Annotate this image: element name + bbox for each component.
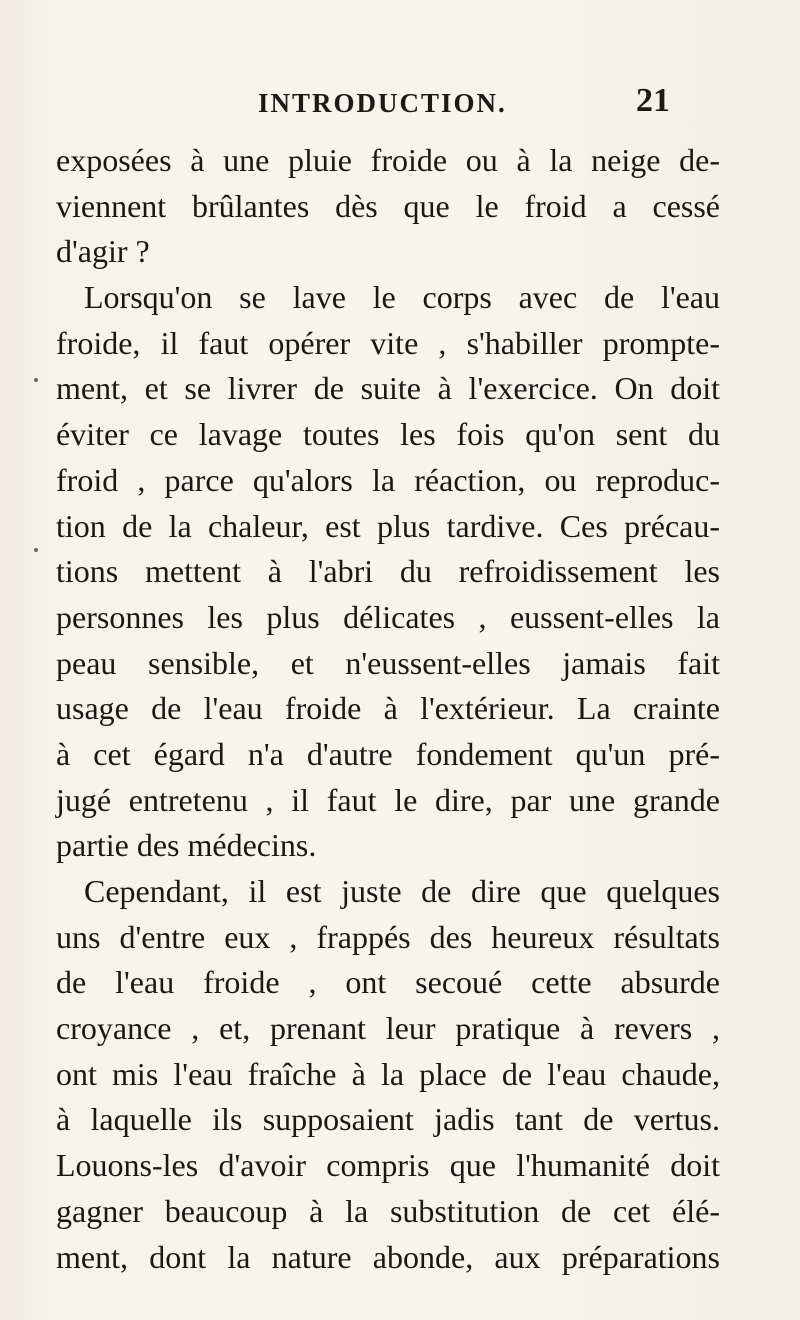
text-line: de l'eau froide , ont secoué cette absurde: [56, 964, 720, 1001]
text-line: froid , parce qu'alors la réaction, ou reproduc-: [56, 461, 720, 498]
text-line: partie des médecins.: [56, 827, 317, 864]
text-line: d'agir ?: [56, 233, 150, 270]
text-line: uns d'entre eux , frappés des heureux résultats: [56, 918, 720, 955]
text-line: peau sensible, et n'eussent-elles jamais fait: [56, 644, 720, 681]
margin-speck: [34, 378, 38, 382]
text-line: Cependant, il est juste de dire que quelques: [84, 873, 720, 909]
text-line: ont mis l'eau fraîche à la place de l'eau chaude,: [56, 1055, 720, 1092]
text-line: Lorsqu'on se lave le corps avec de l'eau: [84, 279, 720, 316]
text-line: jugé entretenu , il faut le dire, par une grande: [56, 781, 720, 818]
page-number: 21: [636, 82, 670, 119]
margin-speck: [34, 548, 38, 552]
text-line: gagner beaucoup à la substitution de cet élé-: [56, 1192, 720, 1229]
text-line: tion de la chaleur, est plus tardive. Ces précau-: [56, 507, 720, 544]
text-line: froide, il faut opérer vite , s'habiller prompte-: [56, 324, 720, 361]
text-line: croyance , et, prenant leur pratique à revers ,: [56, 1010, 720, 1047]
text-line: à laquelle ils supposaient jadis tant de vertus.: [56, 1101, 720, 1138]
text-line: tions mettent à l'abri du refroidissement les: [56, 553, 720, 590]
text-line: personnes les plus délicates , eussent-elles la: [56, 598, 720, 635]
text-line: à cet égard n'a d'autre fondement qu'un pré-: [56, 735, 720, 772]
body-text: [56, 138, 720, 1280]
text-line: usage de l'eau froide à l'extérieur. La crainte: [56, 690, 720, 727]
text-line: viennent brûlantes dès que le froid a cessé: [56, 187, 720, 224]
page-header: [0, 74, 800, 134]
running-title: INTRODUCTION.: [258, 88, 507, 118]
text-line: éviter ce lavage toutes les fois qu'on sent du: [56, 416, 720, 453]
text-line: exposées à une pluie froide ou à la neige de-: [56, 142, 720, 178]
text-line: Louons-les d'avoir compris que l'humanité doit: [56, 1147, 720, 1184]
text-line: ment, dont la nature abonde, aux préparations: [56, 1238, 720, 1275]
text-line: ment, et se livrer de suite à l'exercice. On doit: [56, 370, 720, 407]
